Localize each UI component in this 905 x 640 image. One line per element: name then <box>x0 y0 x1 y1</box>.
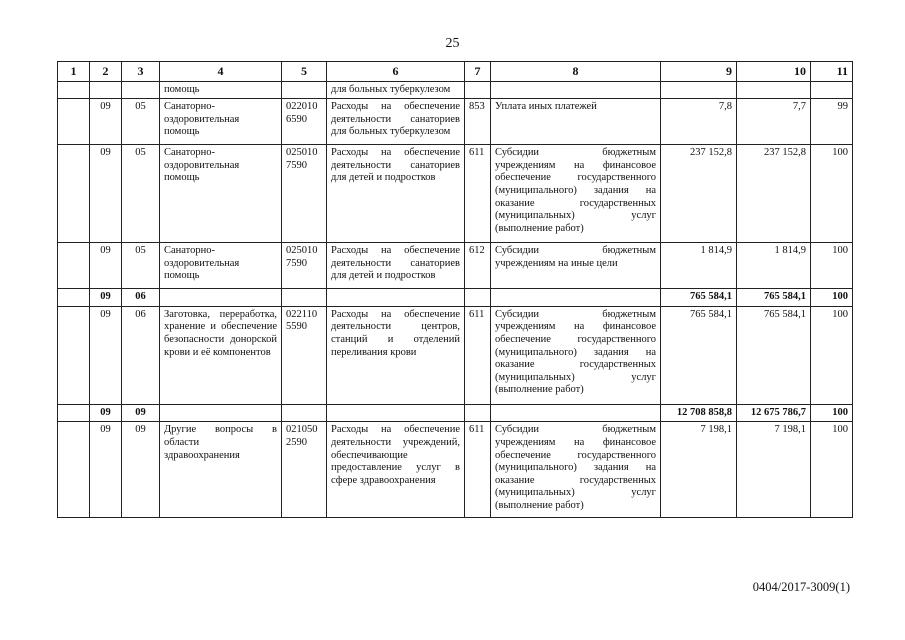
cell-expense-type: Субсидии бюджетным учреждениям на финансовое обеспечение государственного (муниципального) задания на оказание государственных (муниципальных) услуг (выполнение работ) <box>491 145 661 243</box>
cell-expense-code: 611 <box>465 145 491 243</box>
cell-subsection: 09 <box>122 404 160 422</box>
cell-section <box>90 81 122 99</box>
cell-target-code: 025010 7590 <box>282 145 327 243</box>
cell-name <box>160 289 282 307</box>
cell-section: 09 <box>90 99 122 145</box>
cell-planned: 7,8 <box>661 99 737 145</box>
cell-description: Расходы на обеспечение деятельности учреждений, обеспечивающие предоставление услуг в сфере здравоохранения <box>327 422 465 518</box>
cell-percent: 100 <box>811 243 853 289</box>
cell-target-code <box>282 81 327 99</box>
header-cell: 10 <box>737 62 811 82</box>
header-cell: 5 <box>282 62 327 82</box>
table-row <box>58 243 853 289</box>
header-cell: 3 <box>122 62 160 82</box>
cell-name: Другие вопросы в области здравоохранения <box>160 422 282 518</box>
cell-expense-type <box>491 81 661 99</box>
header-cell: 1 <box>58 62 90 82</box>
table-row <box>58 99 853 145</box>
cell-percent: 100 <box>811 404 853 422</box>
cell-planned: 7 198,1 <box>661 422 737 518</box>
cell-expense-code: 853 <box>465 99 491 145</box>
cell-description: Расходы на обеспечение деятельности санаториев для больных туберкулезом <box>327 99 465 145</box>
cell-target-code: 021050 2590 <box>282 422 327 518</box>
cell-target-code: 022010 6590 <box>282 99 327 145</box>
cell-expense-type <box>491 404 661 422</box>
cell-expense-type: Уплата иных платежей <box>491 99 661 145</box>
subtotal-row <box>58 289 853 307</box>
cell-col1 <box>58 81 90 99</box>
cell-percent: 100 <box>811 145 853 243</box>
cell-col1 <box>58 289 90 307</box>
subtotal-row <box>58 404 853 422</box>
cell-expense-code <box>465 81 491 99</box>
cell-description: для больных туберкулезом <box>327 81 465 99</box>
cell-actual: 765 584,1 <box>737 306 811 404</box>
cell-col1 <box>58 145 90 243</box>
cell-percent: 100 <box>811 306 853 404</box>
cell-subsection: 06 <box>122 289 160 307</box>
cell-planned: 1 814,9 <box>661 243 737 289</box>
table-row <box>58 81 853 99</box>
header-cell: 11 <box>811 62 853 82</box>
cell-description: Расходы на обеспечение деятельности центров, станций и отделений переливания крови <box>327 306 465 404</box>
header-cell: 9 <box>661 62 737 82</box>
header-cell: 2 <box>90 62 122 82</box>
cell-actual: 765 584,1 <box>737 289 811 307</box>
cell-percent <box>811 81 853 99</box>
cell-percent: 99 <box>811 99 853 145</box>
cell-target-code <box>282 289 327 307</box>
header-cell: 8 <box>491 62 661 82</box>
table-row <box>58 306 853 404</box>
cell-description: Расходы на обеспечение деятельности санаториев для детей и подростков <box>327 145 465 243</box>
cell-actual: 7 198,1 <box>737 422 811 518</box>
cell-col1 <box>58 243 90 289</box>
document-code: 0404/2017-3009(1) <box>752 580 850 594</box>
cell-actual <box>737 81 811 99</box>
cell-actual: 7,7 <box>737 99 811 145</box>
cell-description <box>327 404 465 422</box>
cell-name: Санаторно-оздоровительная помощь <box>160 243 282 289</box>
cell-name: Санаторно-оздоровительная помощь <box>160 145 282 243</box>
page-number: 25 <box>445 36 460 51</box>
cell-subsection: 05 <box>122 145 160 243</box>
cell-target-code: 022110 5590 <box>282 306 327 404</box>
cell-section: 09 <box>90 404 122 422</box>
cell-expense-code <box>465 289 491 307</box>
cell-planned: 765 584,1 <box>661 306 737 404</box>
cell-section: 09 <box>90 422 122 518</box>
cell-description <box>327 289 465 307</box>
cell-expense-code <box>465 404 491 422</box>
cell-col1 <box>58 99 90 145</box>
cell-actual: 237 152,8 <box>737 145 811 243</box>
cell-subsection: 09 <box>122 422 160 518</box>
cell-expense-code: 612 <box>465 243 491 289</box>
header-cell: 7 <box>465 62 491 82</box>
header-cell: 4 <box>160 62 282 82</box>
cell-name: Санаторно-оздоровительная помощь <box>160 99 282 145</box>
cell-percent: 100 <box>811 289 853 307</box>
cell-subsection: 05 <box>122 243 160 289</box>
table-row <box>58 145 853 243</box>
cell-name <box>160 404 282 422</box>
budget-table <box>57 61 853 518</box>
cell-actual: 1 814,9 <box>737 243 811 289</box>
cell-expense-type: Субсидии бюджетным учреждениям на финансовое обеспечение государственного (муниципального) задания на оказание государственных (муниципальных) услуг (выполнение работ) <box>491 306 661 404</box>
header-row <box>58 62 853 82</box>
cell-col1 <box>58 422 90 518</box>
cell-subsection: 06 <box>122 306 160 404</box>
cell-actual: 12 675 786,7 <box>737 404 811 422</box>
cell-target-code: 025010 7590 <box>282 243 327 289</box>
table-row <box>58 422 853 518</box>
cell-subsection: 05 <box>122 99 160 145</box>
header-cell: 6 <box>327 62 465 82</box>
cell-planned: 237 152,8 <box>661 145 737 243</box>
cell-description: Расходы на обеспечение деятельности санаториев для детей и подростков <box>327 243 465 289</box>
cell-subsection <box>122 81 160 99</box>
cell-expense-code: 611 <box>465 306 491 404</box>
cell-col1 <box>58 404 90 422</box>
cell-col1 <box>58 306 90 404</box>
cell-planned: 12 708 858,8 <box>661 404 737 422</box>
cell-expense-type: Субсидии бюджетным учреждениям на иные цели <box>491 243 661 289</box>
cell-percent: 100 <box>811 422 853 518</box>
cell-expense-type <box>491 289 661 307</box>
cell-expense-type: Субсидии бюджетным учреждениям на финансовое обеспечение государственного (муниципального) задания на оказание государственных (муниципальных) услуг (выполнение работ) <box>491 422 661 518</box>
cell-section: 09 <box>90 306 122 404</box>
cell-name: помощь <box>160 81 282 99</box>
cell-name: Заготовка, переработка, хранение и обеспечение безопасности донорской крови и её компонентов <box>160 306 282 404</box>
cell-planned: 765 584,1 <box>661 289 737 307</box>
cell-section: 09 <box>90 243 122 289</box>
cell-expense-code: 611 <box>465 422 491 518</box>
cell-planned <box>661 81 737 99</box>
cell-section: 09 <box>90 289 122 307</box>
cell-target-code <box>282 404 327 422</box>
cell-section: 09 <box>90 145 122 243</box>
